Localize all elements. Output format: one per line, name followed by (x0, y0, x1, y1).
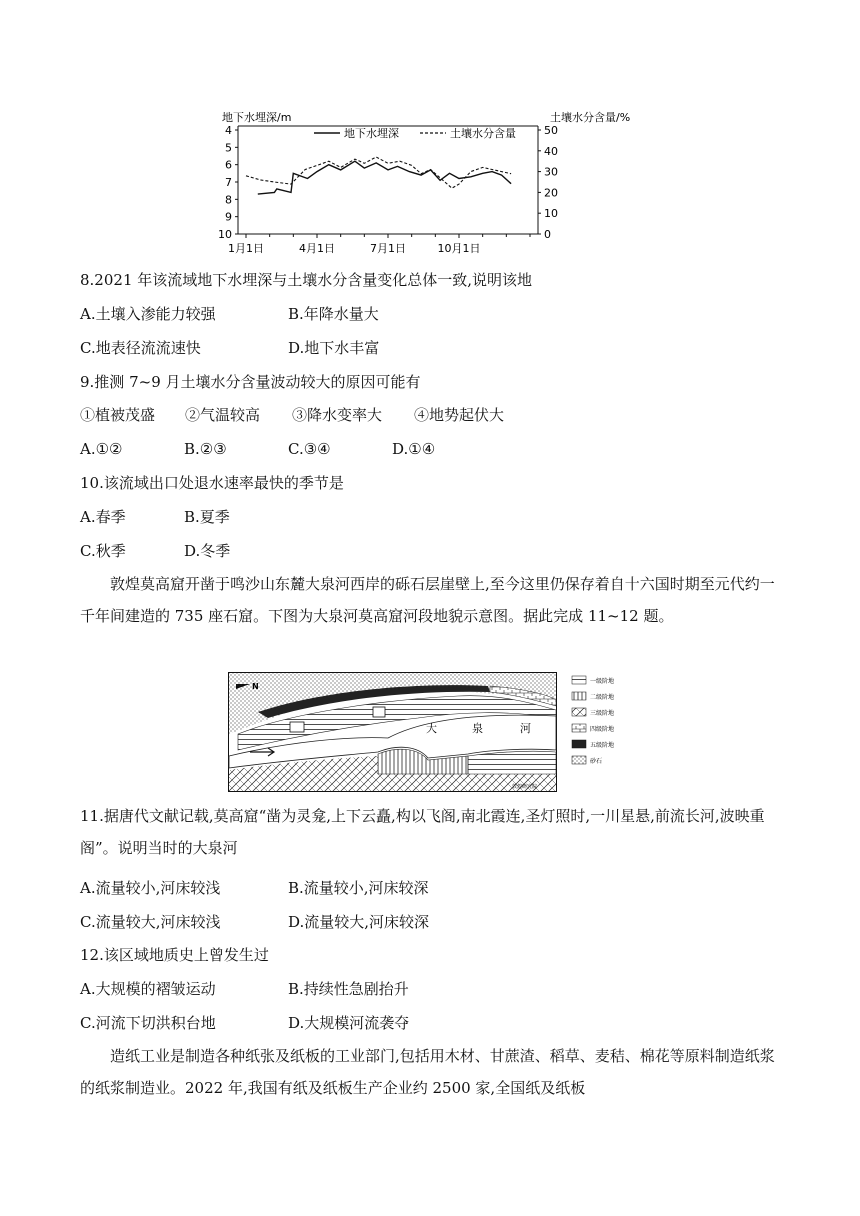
grotto-building-1 (290, 722, 304, 732)
legend-label-sand-gravel: 砂石 (590, 758, 603, 765)
question-10: 10.该流域出口处退水速率最快的季节是 (80, 474, 344, 492)
legend-label-fifth-terrace: 五级阶地 (590, 742, 615, 749)
option-10c: C.秋季 (80, 542, 126, 560)
option-12c: C.河流下切洪积台地 (80, 1014, 216, 1032)
right-tick-label: 10 (544, 207, 558, 221)
option-12a: A.大规模的褶皱运动 (80, 980, 216, 998)
daquan-river-landform-map (228, 672, 636, 792)
question-8: 8.2021 年该流域地下水埋深与土壤水分含量变化总体一致,说明该地 (80, 271, 533, 289)
river-name-char-1: 大 (426, 722, 437, 735)
left-tick-label: 7 (225, 176, 232, 189)
x-tick-label: 7月1日 (370, 242, 406, 255)
question-11: 11.据唐代文献记载,莫高窟“凿为灵龛,上下云矗,构以飞阁,南北霞连,圣灯照时,一川星悬,前流长河,波映重阁”。说明当时的大泉河 (80, 807, 765, 857)
x-tick-label: 4月1日 (299, 242, 335, 255)
option-12b: B.持续性急剧抬升 (288, 980, 409, 998)
question-11-options-row2 (80, 912, 429, 932)
x-tick-label: 10月1日 (437, 242, 481, 255)
question-12-options-row2 (80, 1013, 409, 1033)
question-12-options-row1 (80, 979, 409, 999)
map-legend (572, 676, 614, 765)
second-terrace-lower (468, 751, 556, 774)
right-axis-ticks (538, 124, 558, 241)
river-name-char-3: 河 (520, 722, 531, 735)
right-tick-label: 50 (544, 124, 558, 137)
right-tick-label: 40 (544, 144, 558, 158)
passage-paper-industry: 造纸工业是制造各种纸张及纸板的工业部门,包括用木材、甘蔗渣、稻草、麦秸、棉花等原料制造纸浆的纸浆制造业。2022 年,我国有纸及纸板生产企业约 2500 家,全国纸及纸板 (80, 1047, 775, 1097)
left-axis-title: 地下水埋深/m (222, 111, 292, 124)
right-tick-label: 30 (544, 165, 558, 179)
question-8-options-row1 (80, 304, 379, 324)
left-tick-label: 6 (225, 158, 232, 172)
left-tick-label: 10 (218, 228, 232, 241)
grotto-building-2 (373, 707, 385, 717)
passage-mogao: 敦煌莫高窟开凿于鸣沙山东麓大泉河西岸的砾石层崖壁上,至今这里仍保存着自十六国时期至元代约一千年间建造的 735 座石窟。下图为大泉河莫高窟河段地貌示意图。据此完成 11~12 题。 (80, 575, 775, 625)
option-11a: A.流量较小,河床较浅 (80, 879, 221, 897)
left-tick-label: 9 (225, 210, 232, 224)
option-8b: B.年降水量大 (288, 305, 379, 323)
option-9b: B.②③ (184, 440, 227, 458)
statement-3: ③降水变率大 (292, 406, 383, 424)
question-12: 12.该区域地质史上曾发生过 (80, 946, 269, 964)
right-axis-title: 土壤水分含量/% (550, 111, 631, 124)
groundwater-depth-line (258, 161, 511, 194)
question-8-options-row2 (80, 338, 379, 358)
option-9a: A.①② (80, 440, 123, 458)
question-10-options-row2 (80, 541, 230, 561)
legend-solid-label: 地下水埋深 (344, 127, 399, 140)
right-tick-label: 0 (544, 228, 551, 241)
groundwater-soil-moisture-chart (218, 106, 668, 256)
river-name-char-2: 泉 (472, 722, 483, 735)
legend-dashed-label: 土壤水分含量 (450, 127, 516, 140)
right-tick-label: 20 (544, 186, 558, 200)
option-10b: B.夏季 (184, 508, 230, 526)
legend-swatch-sand-gravel (572, 756, 586, 764)
question-9-statements (80, 405, 504, 425)
left-tick-label: 4 (225, 124, 232, 137)
option-11b: B.流量较小,河床较深 (288, 879, 429, 897)
left-tick-label: 5 (225, 141, 232, 155)
legend-swatch-first-terrace (572, 676, 586, 684)
option-8d: D.地下水丰富 (288, 339, 380, 357)
map-source: 敦煌研究院 (512, 784, 538, 790)
legend-label-fourth-terrace: 四级阶地 (590, 726, 615, 733)
statement-4: ④地势起伏大 (414, 406, 505, 424)
option-9d: D.①④ (392, 440, 436, 458)
question-9-options (80, 439, 435, 459)
legend-label-first-terrace: 一级阶地 (590, 678, 615, 685)
option-10a: A.春季 (80, 508, 126, 526)
question-11-options-row1 (80, 878, 429, 898)
statement-1: ①植被茂盛 (80, 406, 156, 424)
question-9: 9.推测 7~9 月土壤水分含量波动较大的原因可能有 (80, 373, 421, 391)
x-axis-ticks (228, 234, 530, 255)
legend-swatch-fourth-terrace (572, 724, 586, 732)
legend-swatch-fifth-terrace (572, 740, 586, 748)
legend-label-third-terrace: 三级阶地 (590, 710, 615, 717)
option-11c: C.流量较大,河床较浅 (80, 913, 221, 931)
left-tick-label: 8 (225, 193, 232, 207)
option-9c: C.③④ (288, 440, 331, 458)
legend-swatch-second-terrace (572, 692, 586, 700)
statement-2: ②气温较高 (185, 406, 261, 424)
option-12d: D.大规模河流袭夺 (288, 1014, 410, 1032)
north-label: N (252, 682, 259, 691)
x-tick-label: 1月1日 (228, 242, 264, 255)
option-8c: C.地表径流流速快 (80, 339, 201, 357)
soil-moisture-line (246, 157, 511, 188)
legend-label-second-terrace: 二级阶地 (590, 694, 615, 701)
left-axis-ticks (218, 124, 238, 241)
option-11d: D.流量较大,河床较深 (288, 913, 430, 931)
legend-swatch-third-terrace (572, 708, 586, 716)
option-10d: D.冬季 (184, 542, 231, 560)
option-8a: A.土壤入渗能力较强 (80, 305, 216, 323)
question-10-options-row1 (80, 507, 230, 527)
